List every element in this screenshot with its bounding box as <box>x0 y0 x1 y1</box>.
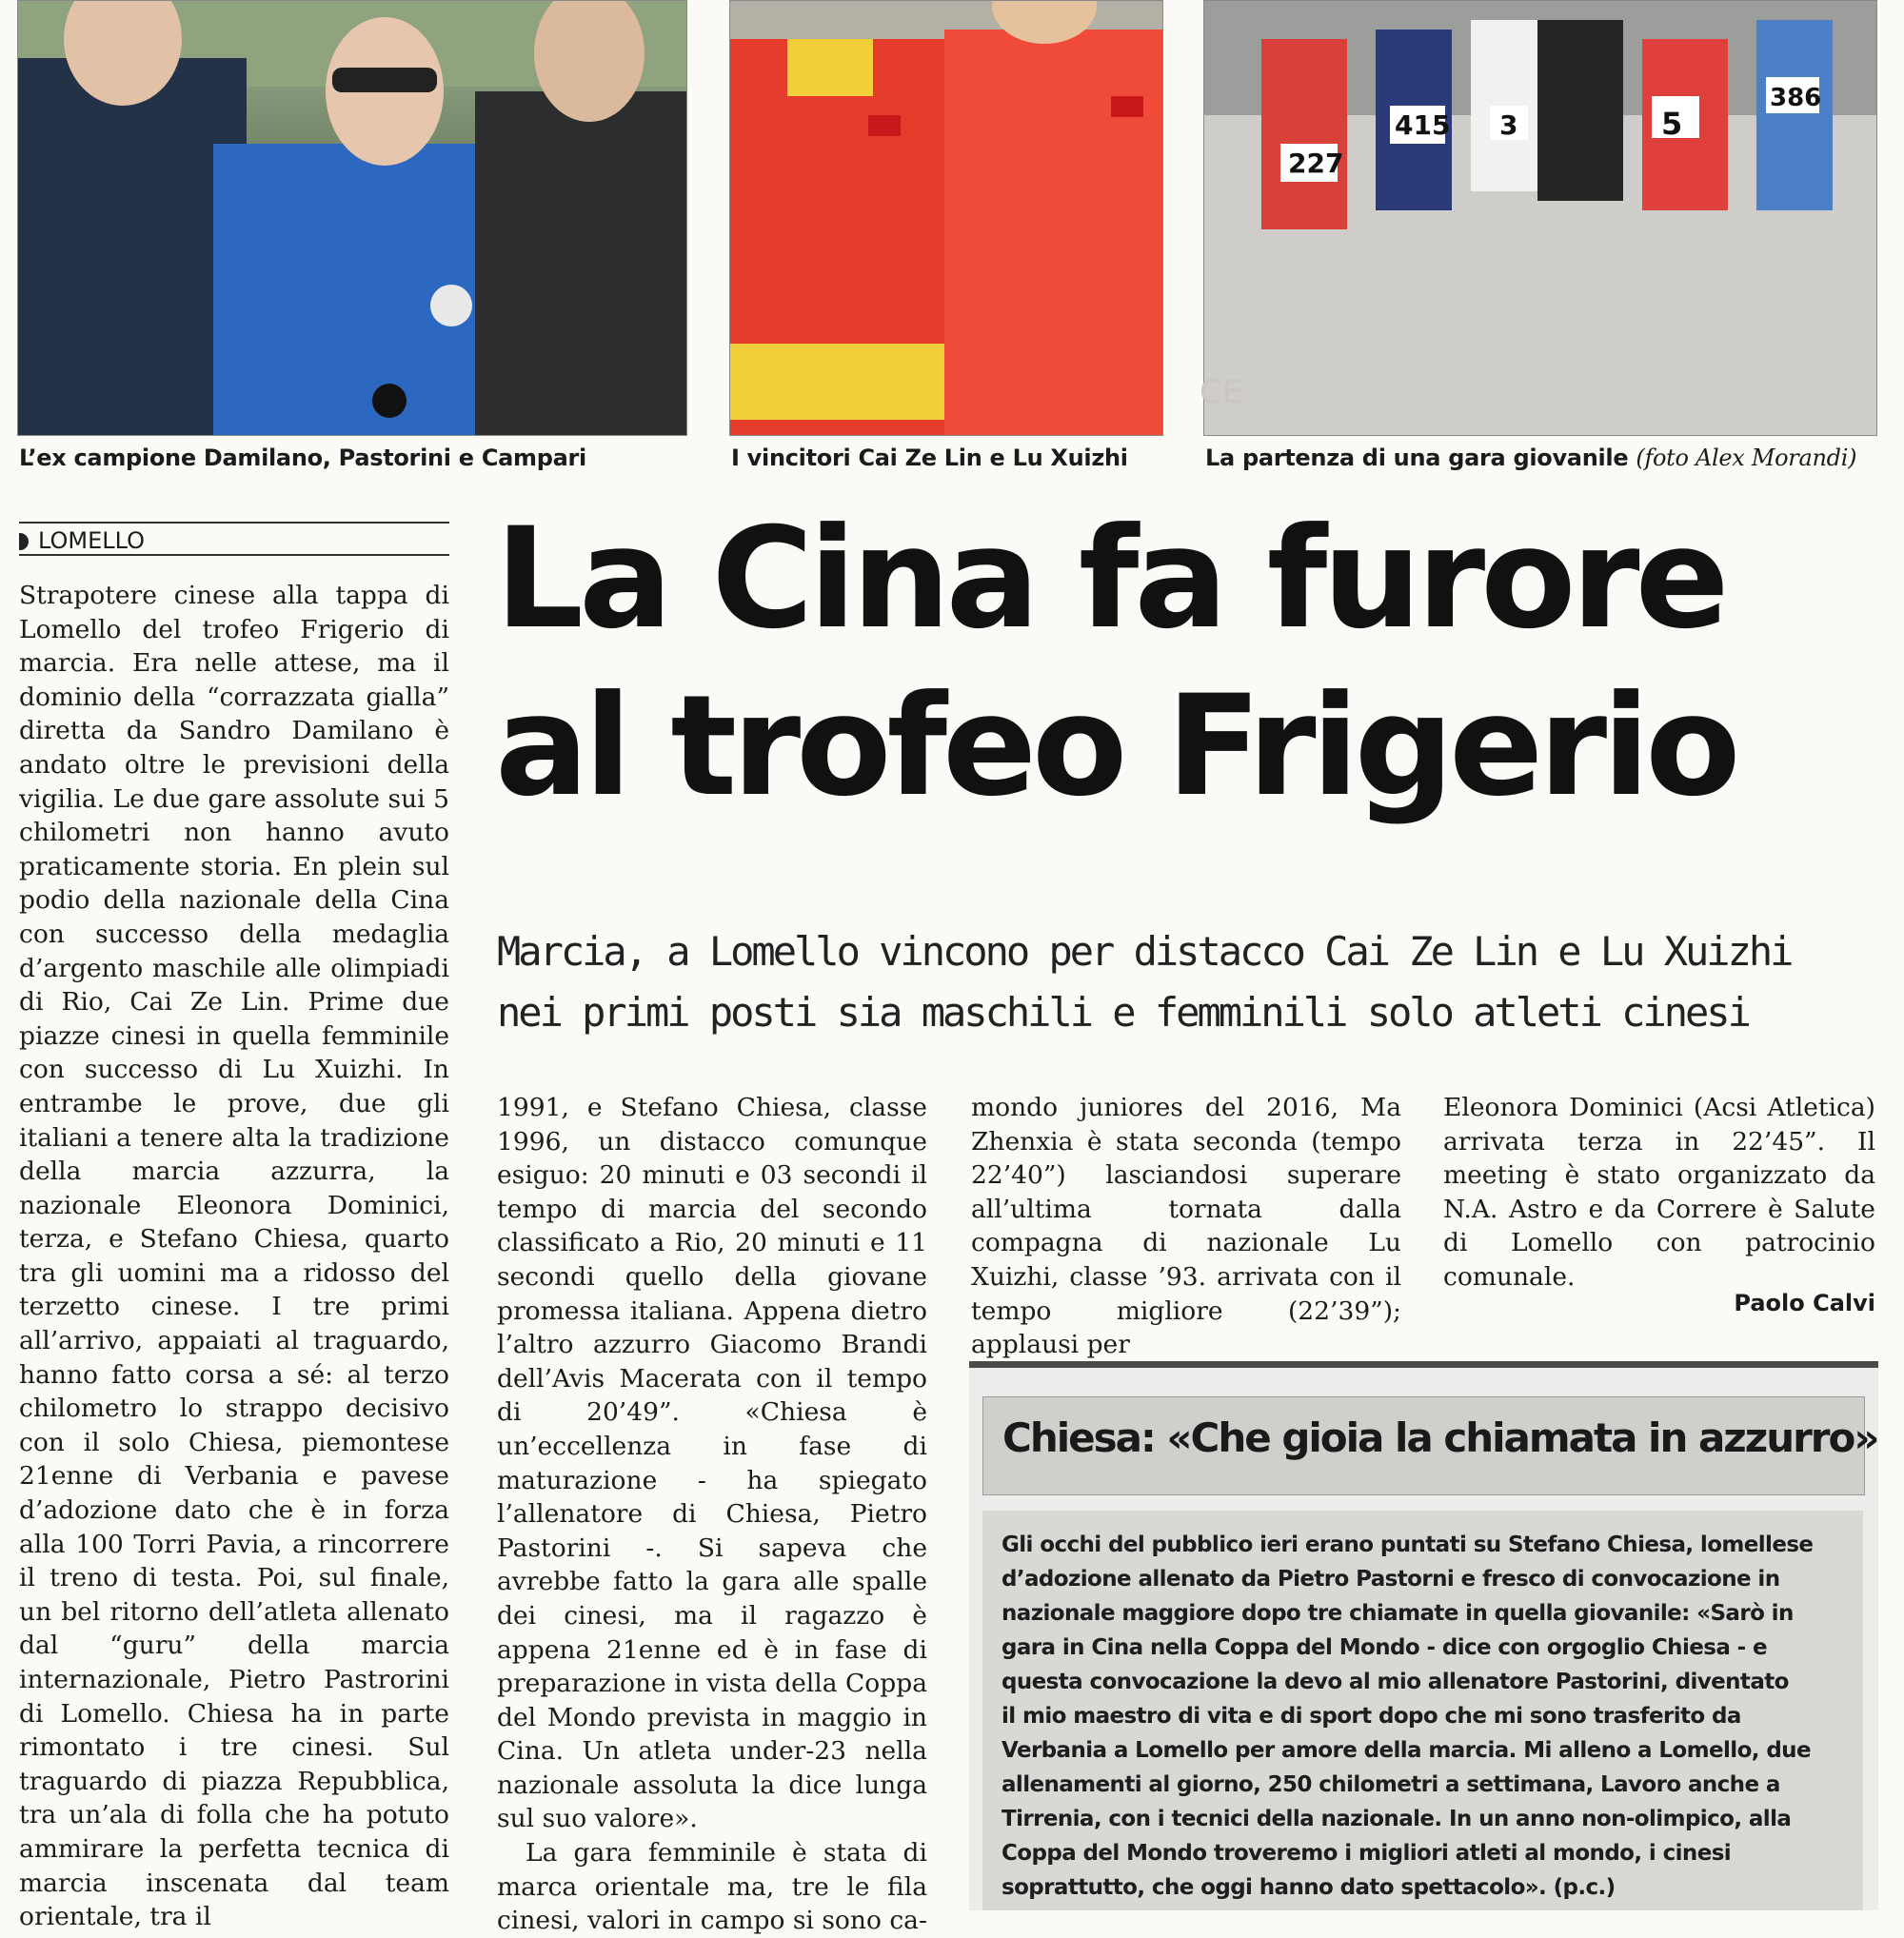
sidebar-box-line: questa convocazione la devo al mio allenatore Pastorini, diventato <box>1002 1670 1789 1694</box>
sidebar-box-line: Coppa del Mondo troveremo i migliori atleti al mondo, i cinesi <box>1002 1841 1732 1866</box>
sidebar-box-line: soprattutto, che oggi hanno dato spettacolo». (p.c.) <box>1002 1875 1616 1900</box>
sidebar-box-line: il mio maestro di vita e di sport dopo che mi sono trasferito da <box>1002 1704 1741 1729</box>
sidebar-box-text <box>1002 1528 1839 1905</box>
photo-winners-illustration <box>730 1 1162 435</box>
sidebar-box-line: gara in Cina nella Coppa del Mondo - dice con orgoglio Chiesa - e <box>1002 1635 1767 1660</box>
sidebar-box-title: Chiesa: «Che gioia la chiamata in azzurro» <box>1002 1414 1878 1461</box>
bib-415: 415 <box>1395 109 1451 141</box>
caption-photo-3-text: La partenza di una gara giovanile <box>1205 445 1629 471</box>
article-column-2-para-1: 1991, e Stefano Chiesa, classe 1996, un distacco comunque esiguo: 20 minuti e 03 secondi il tempo di marcia del secondo classificato a Rio, 20 minuti e 11 secondi quello della giovane promessa italiana. Appena dietro l’altro azzurro Giacomo Brandi dell’Avis Macerata con il tempo di 20’49”. «Chiesa è un’eccellenza in fase di maturazione - ha spiegato l’allenatore di Chiesa, Pietro Pastorini -. Si sapeva che avrebbe fatto la gara alle spalle dei cinesi, ma il ragazzo è appena 21enne ed è in fase di preparazione in vista della Coppa del Mondo prevista in maggio in Cina. Un atleta under-23 nella nazionale assoluta la dice lunga sul suo valore». <box>497 1093 927 1834</box>
photo-race-start-illustration <box>1204 1 1876 435</box>
photo-credit: (foto Alex Morandi) <box>1636 445 1857 471</box>
sidebar-box <box>969 1361 1878 1910</box>
photo-winners <box>729 0 1163 436</box>
section-marker-icon <box>19 533 29 550</box>
caption-photo-3 <box>1205 445 1856 471</box>
sidebar-box-line: allenamenti al giorno, 250 chilometri a settimana, Lavoro anche a <box>1002 1772 1780 1797</box>
photo-officials <box>17 0 687 436</box>
sidebar-box-line: d’adozione allenato da Pietro Pastorni e fresco di convocazione in <box>1002 1567 1780 1592</box>
article-column-3-text: mondo juniores del 2016, Ma Zhenxia è stata seconda (tempo 22’40”) lasciandosi superare all’ultima tornata dalla compagna di nazionale Lu Xuizhi, classe ’93. arrivata con il tempo migliore (22’39”); applausi per <box>971 1093 1401 1360</box>
bib-5: 5 <box>1661 106 1683 142</box>
photo-race-start <box>1203 0 1877 436</box>
article-column-2-para-2: La gara femminile è stata di marca orientale ma, tre le fila cinesi, valori in campo si sono ca- <box>497 1838 927 1936</box>
section-label-text: LOMELLO <box>38 527 146 554</box>
article-column-4-text: Eleonora Dominici (Acsi Atletica) arrivata terza in 22’45”. Il meeting è stato organizzato da N.A. Astro e da Correre è Salute di Lomello con patrocinio comunale. <box>1443 1093 1875 1292</box>
sidebar-box-title-band <box>982 1396 1878 1495</box>
subheadline-line-1: Marcia, a Lomello vincono per distacco Cai Ze Lin e Lu Xuizhi <box>497 928 1792 975</box>
headline-line-1: La Cina fa furore <box>495 498 1725 660</box>
article-column-2 <box>497 1091 927 1938</box>
sidebar-box-line: Verbania a Lomello per amore della marcia. Mi alleno a Lomello, due <box>1002 1738 1811 1763</box>
sidebar-box-line: nazionale maggiore dopo tre chiamate in quella giovanile: «Sarò in <box>1002 1601 1794 1626</box>
article-column-1 <box>19 579 449 1934</box>
caption-photo-2: I vincitori Cai Ze Lin e Lu Xuizhi <box>731 445 1128 471</box>
subheadline <box>497 921 1887 1043</box>
bleed-through: CE <box>1200 373 1243 411</box>
article-column-3 <box>971 1091 1401 1362</box>
caption-photo-1: L’ex campione Damilano, Pastorini e Campari <box>19 445 586 471</box>
section-label <box>19 522 449 556</box>
sidebar-box-line: Tirrenia, con i tecnici della nazionale. In un anno non-olimpico, alla <box>1002 1807 1792 1831</box>
byline: Paolo Calvi <box>1734 1290 1875 1316</box>
sidebar-box-line: Gli occhi del pubblico ieri erano puntati su Stefano Chiesa, lomellese <box>1002 1533 1814 1557</box>
sidebar-box-body <box>982 1511 1863 1910</box>
article-column-4 <box>1443 1091 1875 1295</box>
headline <box>495 495 1885 830</box>
bib-3: 3 <box>1499 109 1518 141</box>
article-column-1-text: Strapotere cinese alla tappa di Lomello del trofeo Frigerio di marcia. Era nelle attese, ma il dominio della “corrazzata gialla” diretta da Sandro Damilano è andato oltre le previsioni della vigilia. Le due gare assolute sui 5 chilometri non hanno avuto praticamente storia. En plein sul podio della nazionale della Cina con successo della medaglia d’argento maschile alle olimpiadi di Rio, Cai Ze Lin. Prime due piazze cinesi in quella femminile con successo di Lu Xuizhi. In entrambe le prove, due gli italiani a tenere alta la tradizione della marcia azzurra, la nazionale Eleonora Dominici, terza, e Stefano Chiesa, quarto tra gli uomini ma a ridosso del terzetto cinese. I tre primi all’arrivo, appaiati al traguardo, hanno fatto corsa a sé: al terzo chilometro lo strappo decisivo con il solo Chiesa, piemontese 21enne di Verbania e pavese d’adozione dato che è in forza alla 100 Torri Pavia, a rincorrere il treno di testa. Poi, sul finale, un bel ritorno dell’atleta allenato dal “guru” della marcia internazionale, Pietro Pastrorini di Lomello. Chiesa ha in parte rimontato i tre cinesi. Sul traguardo di piazza Repubblica, tra un’ala di folla che ha potuto ammirare la perfetta tecnica di marcia inscenata dal team orientale, tra il <box>19 581 449 1932</box>
photo-officials-illustration <box>18 1 686 435</box>
bib-386: 386 <box>1770 84 1822 112</box>
headline-line-2: al trofeo Frigerio <box>495 665 1736 827</box>
bib-227: 227 <box>1288 148 1344 179</box>
subheadline-line-2: nei primi posti sia maschili e femminili solo atleti cinesi <box>497 989 1749 1036</box>
